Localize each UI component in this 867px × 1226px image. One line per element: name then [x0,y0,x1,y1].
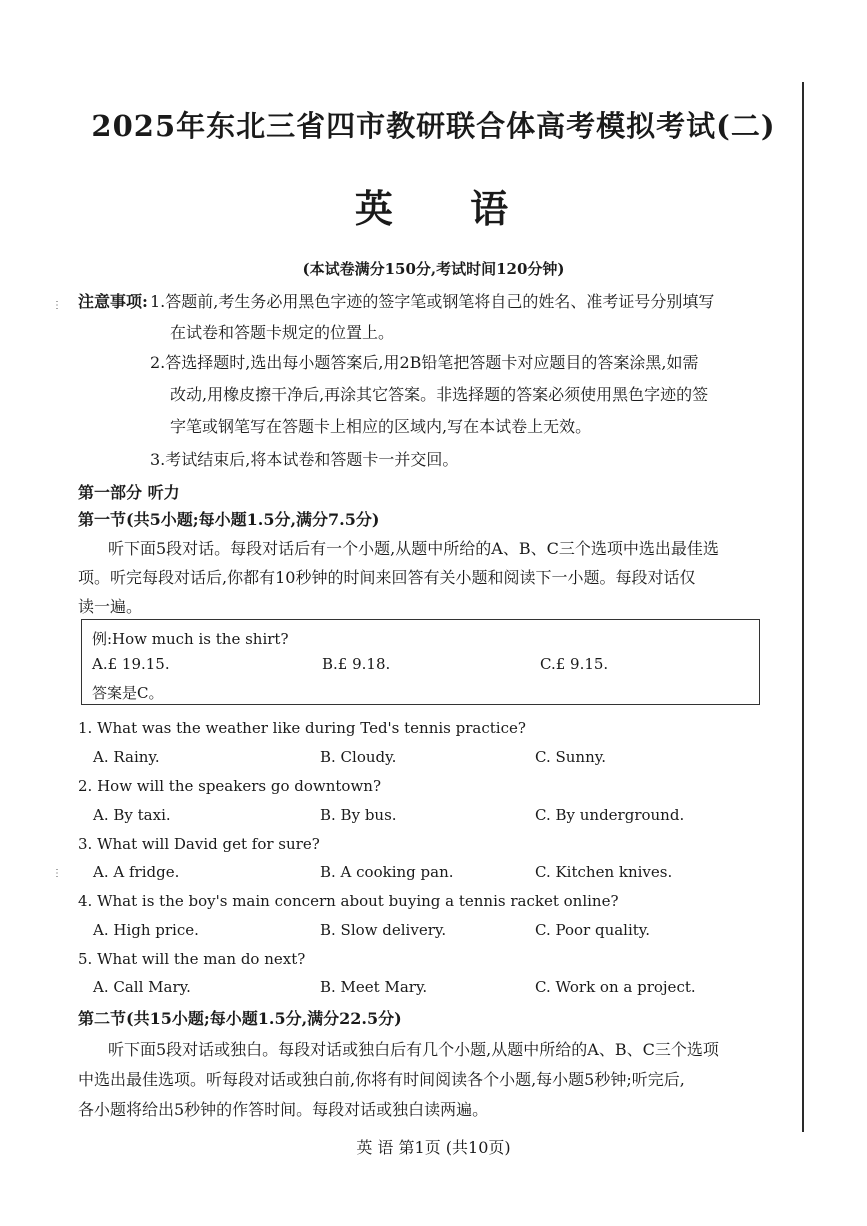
question-5-option-a: A. Call Mary. [93,978,191,996]
section1-instr-line-3: 读一遍。 [78,597,143,616]
question-1-option-a: A. Rainy. [93,748,160,766]
question-4-option-b: B. Slow delivery. [320,921,447,939]
section1-heading: 第一节(共5小题;每小题1.5分,满分7.5分) [78,510,380,529]
notes-item-2-line-3: 字笔或钢笔写在答题卡上相应的区域内,写在本试卷上无效。 [170,417,592,436]
question-3-option-a: A. A fridge. [93,863,180,881]
page-footer: 英 语 第1页 (共10页) [356,1138,511,1157]
question-1-option-c: C. Sunny. [535,748,606,766]
notes-item-3: 3.考试结束后,将本试卷和答题卡一并交回。 [150,450,459,469]
section2-instr-line-2: 中选出最佳选项。听每段对话或独白前,你将有时间阅读各个小题,每小题5秒钟;听完后, [78,1070,685,1089]
question-5-option-c: C. Work on a project. [535,978,696,996]
section1-instr-line-1: 听下面5段对话。每段对话后有一个小题,从题中所给的A、B、C三个选项中选出最佳选 [108,539,719,558]
question-4: 4. What is the boy's main concern about buying a tennis racket online? [78,892,619,910]
question-5: 5. What will the man do next? [78,950,306,968]
example-option-b: B.£ 9.18. [322,655,391,673]
notes-item-1-line-2: 在试卷和答题卡规定的位置上。 [170,323,395,342]
section2-instr-line-1: 听下面5段对话或独白。每段对话或独白后有几个小题,从题中所给的A、B、C三个选项 [108,1040,719,1059]
notes-item-1-line-1: 1.答题前,考生务必用黑色字迹的签字笔或钢笔将自己的姓名、准考证号分别填写 [150,292,715,311]
question-2: 2. How will the speakers go downtown? [78,777,381,795]
section2-heading: 第二节(共15小题;每小题1.5分,满分22.5分) [78,1009,402,1028]
example-option-c: C.£ 9.15. [540,655,609,673]
question-1: 1. What was the weather like during Ted's tennis practice? [78,719,526,737]
notes-item-2-line-2: 改动,用橡皮擦干净后,再涂其它答案。非选择题的答案必须使用黑色字迹的签 [170,385,709,404]
question-3-option-c: C. Kitchen knives. [535,863,673,881]
exam-title: 2025年东北三省四市教研联合体高考模拟考试(二) [91,109,776,143]
question-1-option-b: B. Cloudy. [320,748,397,766]
scan-mark: ⋮ [52,300,62,311]
example-answer: 答案是C。 [92,684,164,702]
question-3: 3. What will David get for sure? [78,835,320,853]
question-3-option-b: B. A cooking pan. [320,863,454,881]
section1-instr-line-2: 项。听完每段对话后,你都有10秒钟的时间来回答有关小题和阅读下一小题。每段对话仅 [78,568,696,587]
notes-item-2-line-1: 2.答选择题时,选出每小题答案后,用2B铅笔把答题卡对应题目的答案涂黑,如需 [150,353,699,372]
question-2-option-a: A. By taxi. [93,806,171,824]
question-5-option-b: B. Meet Mary. [320,978,428,996]
question-2-option-c: C. By underground. [535,806,685,824]
section2-instr-line-3: 各小题将给出5秒钟的作答时间。每段对话或独白读两遍。 [78,1100,489,1119]
right-margin-line [802,82,804,1132]
question-4-option-a: A. High price. [93,921,199,939]
notes-label: 注意事项: [78,292,148,311]
question-2-option-b: B. By bus. [320,806,397,824]
exam-info: (本试卷满分150分,考试时间120分钟) [302,260,565,278]
example-question: 例:How much is the shirt? [92,630,289,648]
subject-title: 英 语 [354,186,541,231]
question-4-option-c: C. Poor quality. [535,921,651,939]
scan-mark: ⋮ [52,868,62,879]
part1-heading: 第一部分 听力 [78,483,180,502]
example-option-a: A.£ 19.15. [92,655,170,673]
